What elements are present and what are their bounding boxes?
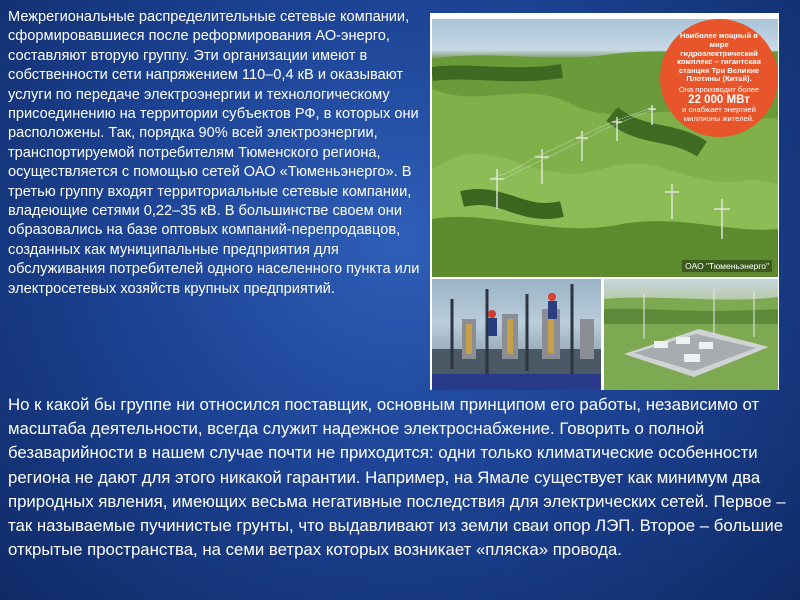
callout-value: 22 000 МВт bbox=[688, 94, 750, 107]
photo-collage bbox=[430, 13, 779, 390]
paragraph-1: Межрегиональные распределительные сетевые компании, сформировавшиеся после реформирования АО-энерго, составляют вторую группу. Эти организации имеют в собственности сети напряжением 110–0,4 кВ и оказывают услуги по передаче электроэнергии и технологическому присоединению на территории субъектов РФ, в которых они расположены. Так, порядка 90% всей электроэнергии, транспортируемой потребителям Тюменского региона, осуществляется с помощью сетей ОАО «Тюменьэнерго». В третью группу входят территориальные сетевые компании, владеющие сетями 0,22–35 кВ. В большинстве своем они образовались на базе оптовых компаний-перепродавцов, созданных как муниципальные предприятия для обслуживания потребителей одного населенного пункта или электросетевых хозяйств крупных предприятий. bbox=[8, 9, 420, 297]
power-lines-aerial-photo bbox=[432, 19, 778, 277]
workers-substation-photo bbox=[432, 279, 601, 390]
substation-aerial-photo bbox=[604, 279, 778, 390]
callout-text-2: Она производит более bbox=[678, 84, 760, 94]
hydro-plant-callout bbox=[660, 19, 778, 137]
paragraph-2: Но к какой бы группе ни относился поставщик, основным принципом его работы, независимо от масштаба деятельности, всегда служит надежное электроснабжение. Говорить о полной безаварийности в нашем случае почти не приходится: одни только климатические особенности региона не дают для этого никакой гарантии. Например, на Ямале существует как минимум два природных явления, имеющих весьма негативные последствия для электрических сетей. Первое – так называемые пучинистые грунты, что выдавливают из земли сваи опор ЛЭП. Второе – большие открытые пространства, на семи ветрах которых возникает «пляска» провода. bbox=[8, 395, 786, 560]
photo-caption: ОАО "Тюменьэнерго" bbox=[682, 260, 772, 272]
callout-text-1: Наиболее мощный в мире гидроэлектрический комплекс – гигантская станция Три Великие Плотины (Китай). bbox=[677, 31, 761, 84]
callout-text-4: и снабжает энергией миллионы жителей. bbox=[682, 105, 756, 124]
